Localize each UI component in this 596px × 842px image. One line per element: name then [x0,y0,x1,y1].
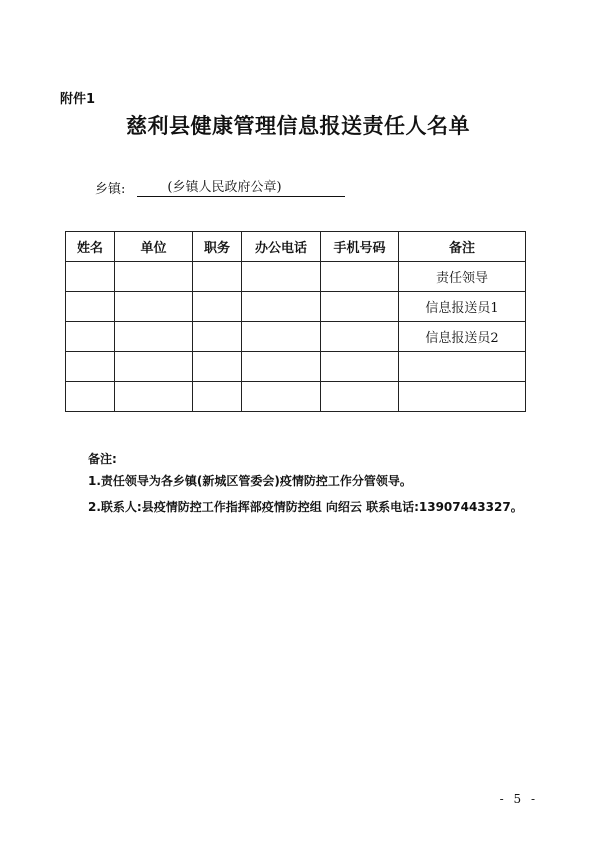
notes-section [60,448,542,518]
cell-mobile [321,262,399,292]
cell-unit [115,262,193,292]
note-item: 2.联系人:县疫情防控工作指挥部疫情防控组 向绍云 联系电话:13907443327。 [88,500,523,514]
township-label: 乡镇: [95,182,126,197]
cell-position [193,352,242,382]
cell-name [66,322,115,352]
township-line [95,178,345,197]
cell-position [193,322,242,352]
cell-office-phone [242,322,321,352]
cell-remarks [399,352,526,382]
cell-name [66,292,115,322]
header-name: 姓名 [66,232,115,262]
page-number: - 5 - [499,792,538,806]
cell-mobile [321,382,399,412]
header-remarks: 备注 [399,232,526,262]
attachment-label: 附件1 [60,92,96,107]
header-mobile: 手机号码 [321,232,399,262]
table-row [66,262,526,292]
header-unit: 单位 [115,232,193,262]
header-position: 职务 [193,232,242,262]
cell-remarks: 信息报送员1 [399,292,526,322]
cell-office-phone [242,292,321,322]
cell-unit [115,382,193,412]
township-seal-field: (乡镇人民政府公章) [137,179,345,197]
table-row [66,322,526,352]
cell-unit [115,322,193,352]
cell-unit [115,292,193,322]
responsible-person-table [65,231,526,412]
document-title: 慈利县健康管理信息报送责任人名单 [126,114,470,138]
cell-unit [115,352,193,382]
table-row [66,292,526,322]
cell-office-phone [242,262,321,292]
cell-mobile [321,352,399,382]
cell-name [66,262,115,292]
cell-name [66,382,115,412]
cell-position [193,292,242,322]
cell-position [193,382,242,412]
cell-remarks: 责任领导 [399,262,526,292]
note-item: 1.责任领导为各乡镇(新城区管委会)疫情防控工作分管领导。 [88,474,412,488]
table-row [66,382,526,412]
cell-remarks: 信息报送员2 [399,322,526,352]
cell-mobile [321,292,399,322]
cell-office-phone [242,352,321,382]
table-header-row [66,232,526,262]
cell-remarks [399,382,526,412]
table-row [66,352,526,382]
notes-heading: 备注: [88,452,117,466]
cell-office-phone [242,382,321,412]
cell-mobile [321,322,399,352]
header-office-phone: 办公电话 [242,232,321,262]
cell-position [193,262,242,292]
cell-name [66,352,115,382]
